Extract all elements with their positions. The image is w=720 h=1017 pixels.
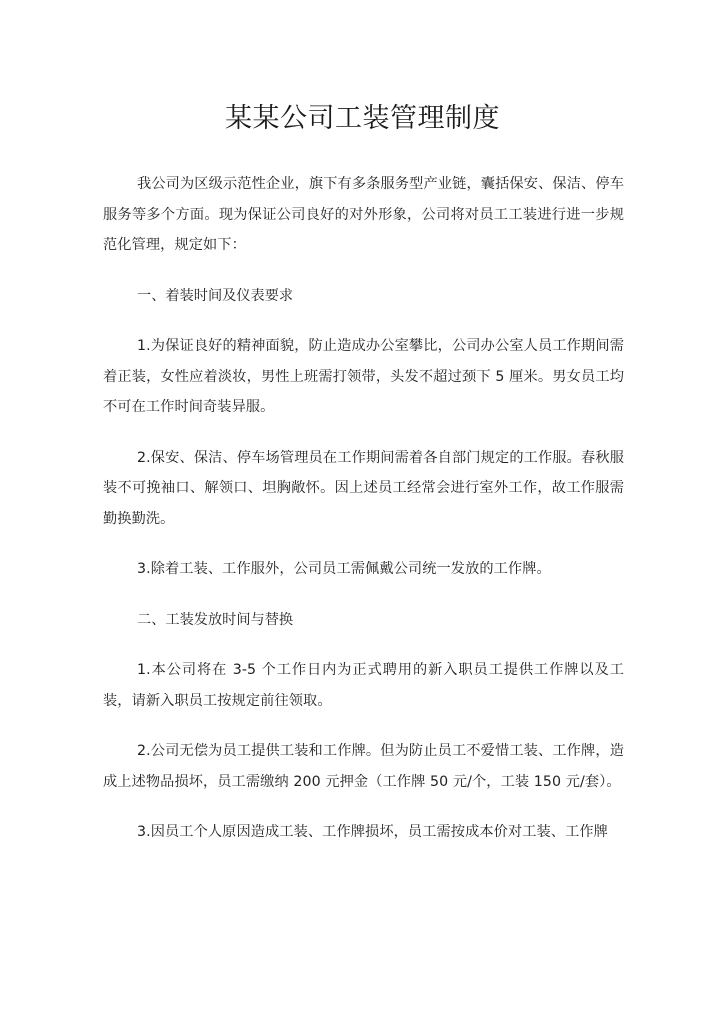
section-1-item-2: 2.保安、保洁、停车场管理员在工作期间需着各自部门规定的工作服。春秋服装不可挽袖口、解领口、坦胸敞怀。因上述员工经常会进行室外工作，故工作服需勤换勤洗。 <box>103 449 624 527</box>
section-1-item-3: 3.除着工装、工作服外，公司员工需佩戴公司统一发放的工作牌。 <box>137 561 551 577</box>
section-2-heading: 二、工装发放时间与替换 <box>137 611 294 628</box>
section-1-heading: 一、着装时间及仪表要求 <box>137 287 294 304</box>
intro-paragraph: 我公司为区级示范性企业，旗下有多条服务型产业链，囊括保安、保洁、停车服务等多个方面。现为保证公司良好的对外形象，公司将对员工工装进行进一步规范化管理，规定如下： <box>103 176 624 253</box>
section-1-item-1: 1.为保证良好的精神面貌，防止造成办公室攀比，公司办公室人员工作期间需着正装，女性应着淡妆，男性上班需打领带，头发不超过颈下 5 厘米。男女员工均不可在工作时间奇装异服。 <box>103 338 624 415</box>
document-title: 某某公司工装管理制度 <box>225 103 500 134</box>
section-2-item-2: 2.公司无偿为员工提供工装和工作牌。但为防止员工不爱惜工装、工作牌，造成上述物品损坏，员工需缴纳 200 元押金（工作牌 50 元/个，工装 150 元/套）。 <box>103 743 624 790</box>
section-2-item-1: 1.本公司将在 3-5 个工作日内为正式聘用的新入职员工提供工作牌以及工装，请新入职员工按规定前往领取。 <box>103 662 624 709</box>
section-2-item-3: 3.因员工个人原因造成工装、工作牌损坏，员工需按成本价对工装、工作牌 <box>137 824 608 840</box>
